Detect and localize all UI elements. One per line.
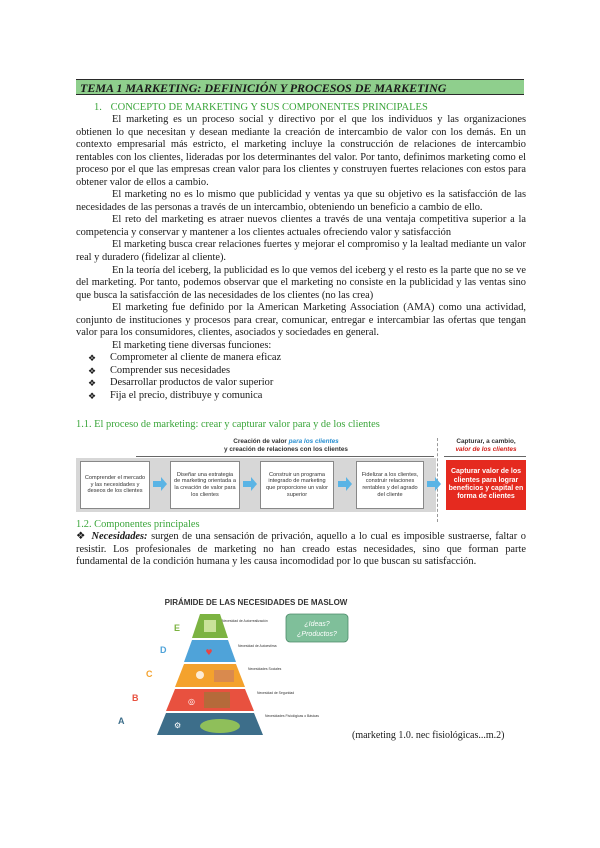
level-label: Necesidad de Seguridad — [257, 691, 295, 695]
bubble-text: ¿Productos? — [297, 631, 337, 638]
level-label: Necesidad de Autorrealización — [222, 619, 268, 623]
process-step-2: Diseñar una estrategia de marketing orientada a la creación de valor para los clientes — [170, 461, 240, 509]
maslow-pyramid — [118, 594, 358, 740]
idea-bubble — [286, 614, 348, 642]
functions-list — [76, 352, 526, 402]
process-step-3: Construir un programa integrado de marketing que proporcione un valor superior — [260, 461, 334, 509]
diamond-bullet-icon: ❖ — [88, 353, 97, 364]
term: Necesidades: — [91, 531, 148, 542]
header-rule — [136, 456, 434, 457]
pyramid-level-b — [132, 689, 294, 711]
diamond-bullet-icon: ❖ — [88, 365, 97, 376]
marketing-process-diagram — [76, 436, 526, 526]
pyramid-level-c — [146, 664, 282, 687]
body-text — [76, 114, 526, 403]
level-label: Necesidades Sociales — [248, 667, 282, 671]
pyramid-title: PIRÁMIDE DE LAS NECESIDADES DE MASLOW — [164, 598, 348, 607]
chapter-title: TEMA 1 MARKETING: DEFINICIÓN Y PROCESOS DE MARKETING — [76, 79, 524, 95]
capture-value-box: Capturar valor de los clientes para lograr beneficios y capital en forma de clientes — [446, 460, 526, 510]
paragraph: El marketing tiene diversas funciones: — [112, 339, 272, 351]
arrow-right-icon — [152, 476, 168, 492]
diamond-bullet-icon: ❖ — [76, 531, 86, 542]
arrow-right-icon — [426, 476, 442, 492]
svg-text:B: B — [132, 693, 139, 703]
paragraph: El marketing fue definido por la American Marketing Association (AMA) como una actividad, conjunto de instituciones y procesos para crear, comunicar, entregar e intercambiar las ofertas que tengan valor para los consumidores, clientes, asociados y sociedades en general. — [76, 302, 526, 339]
diagram-header-left: Creación de valor para los clientes y creación de relaciones con los clientes — [224, 438, 348, 453]
diagram-header-right: Capturar, a cambio, valor de los clientes — [455, 438, 517, 453]
process-step-4: Fidelizar a los clientes, construir relaciones rentables y del agrado del cliente — [356, 461, 424, 509]
paragraph: El marketing no es lo mismo que publicidad y ventas ya que su objetivo es la satisfacción de las necesidades de las personas a través de un intercambio, obteniendo un beneficio a cambio de ello. — [76, 189, 526, 213]
people-icon — [196, 671, 204, 679]
subsection-heading-1: 1.1. El proceso de marketing: crear y capturar valor para y de los clientes — [76, 419, 380, 430]
level-label: Necesidad de Autoestima — [238, 644, 277, 648]
bubble-text: ¿Ideas? — [304, 621, 330, 628]
svg-text:D: D — [160, 645, 167, 655]
definition: surgen de una sensación de privación, aquello a lo cual es imposible sustraerse, faltar o resistir. Los profesionales de marketing no han creado estas necesidades, sino que forman parte fundamental de la condición humana y les causa incomodidad por lo que buscan su satisfacción. — [76, 531, 526, 568]
level-label: Necesidades Fisiológicas o Básicas — [265, 714, 319, 718]
section-heading — [94, 102, 428, 113]
svg-text:A: A — [118, 716, 125, 726]
level-image — [204, 620, 216, 632]
heart-icon: ♥ — [205, 648, 213, 657]
paragraph: El marketing busca crear relaciones fuertes y mejorar el compromiso y la lealtad mediante un valor real y duradero (fidelizar al cliente). — [76, 239, 526, 264]
caption-note: (marketing 1.0. nec fisiológicas...m.2) — [352, 730, 505, 741]
gear-icon: ⚙ — [174, 721, 182, 730]
list-item: ❖ Desarrollar productos de valor superior — [88, 377, 274, 389]
list-item: ❖ Fija el precio, distribuye y comunica — [88, 390, 263, 402]
svg-text:E: E — [174, 623, 181, 633]
diamond-bullet-icon: ❖ — [88, 378, 97, 389]
pyramid-level-a — [118, 713, 319, 735]
section-number: 1. — [94, 102, 102, 113]
process-step-1: Comprender el mercado y las necesidades y deseos de los clientes — [80, 461, 150, 509]
food-image — [200, 719, 240, 733]
necesidades-paragraph — [76, 531, 526, 569]
list-item: ❖ Comprometer al cliente de manera eficaz — [88, 352, 282, 364]
target-icon: ◎ — [188, 697, 195, 706]
paragraph: El marketing es un proceso social y directivo por el que los individuos y las organizaciones obtienen lo que necesitan y desean mediante la creación de intercambio de valor con los demás. En un contexto empresarial más estricto, el marketing incluye la construcción de relaciones de intercambio rentables con los clientes, lideradas por los determinantes del valor. Por tanto, definimos marketing como el proceso por el que las empresas crean valor para los clientes y construyen fuertes relaciones con estos para obtener valor de ellos a cambio. — [76, 114, 526, 188]
level-image — [214, 670, 234, 682]
header-rule — [444, 456, 526, 457]
pyramid-level-d — [160, 640, 277, 662]
pyramid-level-e — [174, 614, 268, 638]
arrow-right-icon — [242, 476, 258, 492]
paragraph: El reto del marketing es atraer nuevos clientes a través de una ventaja competitiva superior a la competencia y conservar y mantener a los clientes actuales ofreciendo valor y satisfacción — [76, 214, 526, 238]
subsection-heading-2: 1.2. Componentes principales — [76, 519, 200, 530]
svg-text:C: C — [146, 669, 153, 679]
house-image — [204, 692, 230, 708]
paragraph: En la teoría del iceberg, la publicidad es lo que vemos del iceberg y el resto es la parte que no se ve del marketing. Por tanto, podemos observar que el marketing no consiste en la publicidad y las ventas sino que busca la satisfacción de las necesidades de los clientes (no las crea) — [76, 264, 526, 301]
section-title: CONCEPTO DE MARKETING Y SUS COMPONENTES PRINCIPALES — [110, 102, 428, 113]
arrow-right-icon — [337, 476, 353, 492]
diamond-bullet-icon: ❖ — [88, 391, 97, 402]
list-item: ❖ Comprender sus necesidades — [88, 364, 231, 376]
